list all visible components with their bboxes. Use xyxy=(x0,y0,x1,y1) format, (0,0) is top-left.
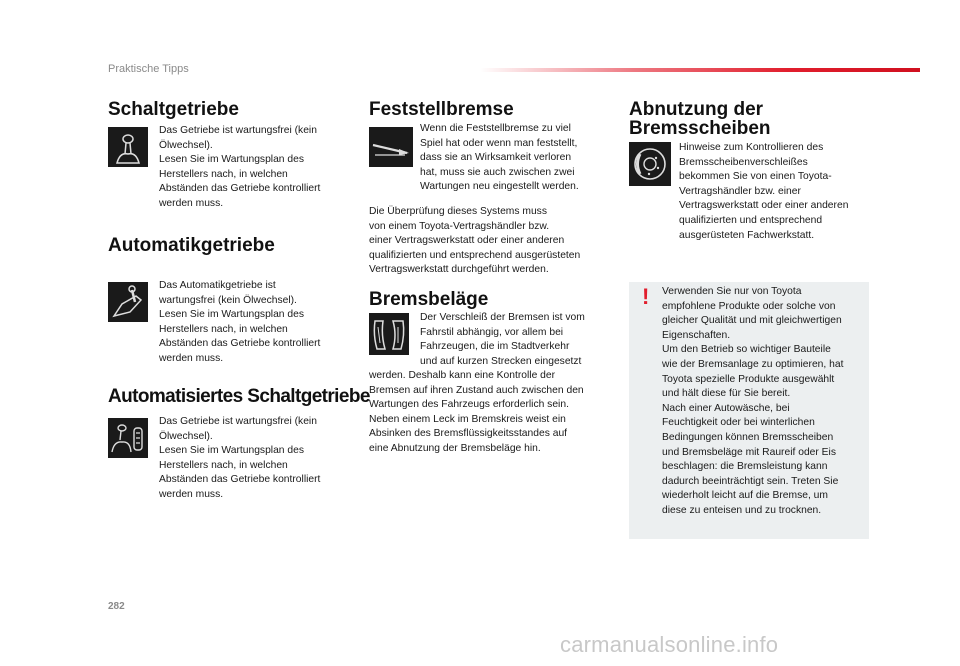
automated-gear-icon xyxy=(108,418,148,458)
text-bremsscheiben: Hinweise zum Kontrollieren des Bremsscheibenverschleißes bekommen Sie von einen Toyota- Vertragshändler bzw. einer Vertragswerkstatt oder einer anderen qualifizierten und entsprechend ausgerüsteten Fachwerkstatt. xyxy=(679,142,849,241)
text-automatisiertes-schaltgetriebe: Das Getriebe ist wartungsfrei (kein Ölwechsel). Lesen Sie im Wartungsplan des Herstellers nach, in welchen Abständen das Getriebe kontrolliert werden muss. xyxy=(159,416,321,500)
brake-pads-icon xyxy=(369,313,409,355)
heading-bremsbelaege: Bremsbeläge xyxy=(369,289,489,310)
brake-disc-icon xyxy=(629,142,671,186)
heading-line-1: Abnutzung der xyxy=(629,99,764,120)
warning-box xyxy=(629,282,869,539)
text-feststellbremse-intro: Wenn die Feststellbremse zu viel Spiel hat oder wenn man feststellt, dass sie an Wirksamkeit verloren hat, muss sie auch zwischen zwei Wartungen neu eingestellt werden. xyxy=(420,123,579,193)
header-accent-bar xyxy=(480,68,920,72)
heading-abnutzung-der-bremsscheiben xyxy=(629,100,771,138)
text-feststellbremse-detail: Die Überprüfung dieses Systems muss von einem Toyota-Vertragshändler bzw. einer Vertragswerkstatt oder einer anderen qualifizierten und entsprechend ausgerüsteten Vertragswerkstatt durchgeführt werden. xyxy=(369,206,581,276)
gear-shift-icon xyxy=(108,127,148,167)
text-automatikgetriebe: Das Automatikgetriebe ist wartungsfrei (kein Ölwechsel). Lesen Sie im Wartungsplan des Herstellers nach, in welchen Abständen das Getriebe kontrolliert werden muss. xyxy=(159,280,321,364)
text-bremsbelaege-detail: werden. Deshalb kann eine Kontrolle der Bremsen auf ihren Zustand auch zwischen den Wartungen des Fahrzeugs erforderlich sein. Neben einem Leck im Bremskreis weist ein Absinken des Bremsflüssigkeitsstandes auf eine Abnutzung der Bremsbeläge hin. xyxy=(369,370,584,454)
automatic-gear-icon xyxy=(108,282,148,322)
heading-automatikgetriebe: Automatikgetriebe xyxy=(108,235,275,256)
warning-icon: ! xyxy=(642,284,650,309)
warning-text: Verwenden Sie nur von Toyota empfohlene Produkte oder solche von gleicher Qualität und mit gleichwertigen Eigenschaften. Um den Betrieb so wichtiger Bauteile wie der Bremsanlage zu optimieren, hat Toyota spezielle Produkte ausgewählt und hält diese für Sie bereit. Nach einer Autowäsche, bei Feuchtigkeit oder bei winterlichen Bedingungen können Bremsscheiben und Bremsbeläge mit Raureif oder Eis beschlagen: die Bremsleistung kann dadurch beeinträchtigt sein. Treten Sie wiederholt leicht auf die Bremse, um diese zu enteisen und zu trocknen. xyxy=(662,286,844,516)
heading-feststellbremse: Feststellbremse xyxy=(369,99,514,120)
watermark-text: carmanualsonline.info xyxy=(560,632,779,657)
page-number: 282 xyxy=(108,601,125,612)
text-schaltgetriebe: Das Getriebe ist wartungsfrei (kein Ölwechsel). Lesen Sie im Wartungsplan des Herstellers nach, in welchen Abständen das Getriebe kontrolliert werden muss. xyxy=(159,125,321,209)
heading-line-2: Bremsscheiben xyxy=(629,118,771,139)
parking-brake-icon xyxy=(369,127,413,167)
text-bremsbelaege-intro: Der Verschleiß der Bremsen ist vom Fahrstil abhängig, vor allem bei Fahrzeugen, die im Stadtverkehr und auf kurzen Strecken eingesetzt xyxy=(420,312,585,367)
section-header-title: Praktische Tipps xyxy=(108,63,189,75)
heading-schaltgetriebe: Schaltgetriebe xyxy=(108,99,239,120)
heading-automatisiertes-schaltgetriebe: Automatisiertes Schaltgetriebe xyxy=(108,386,370,407)
